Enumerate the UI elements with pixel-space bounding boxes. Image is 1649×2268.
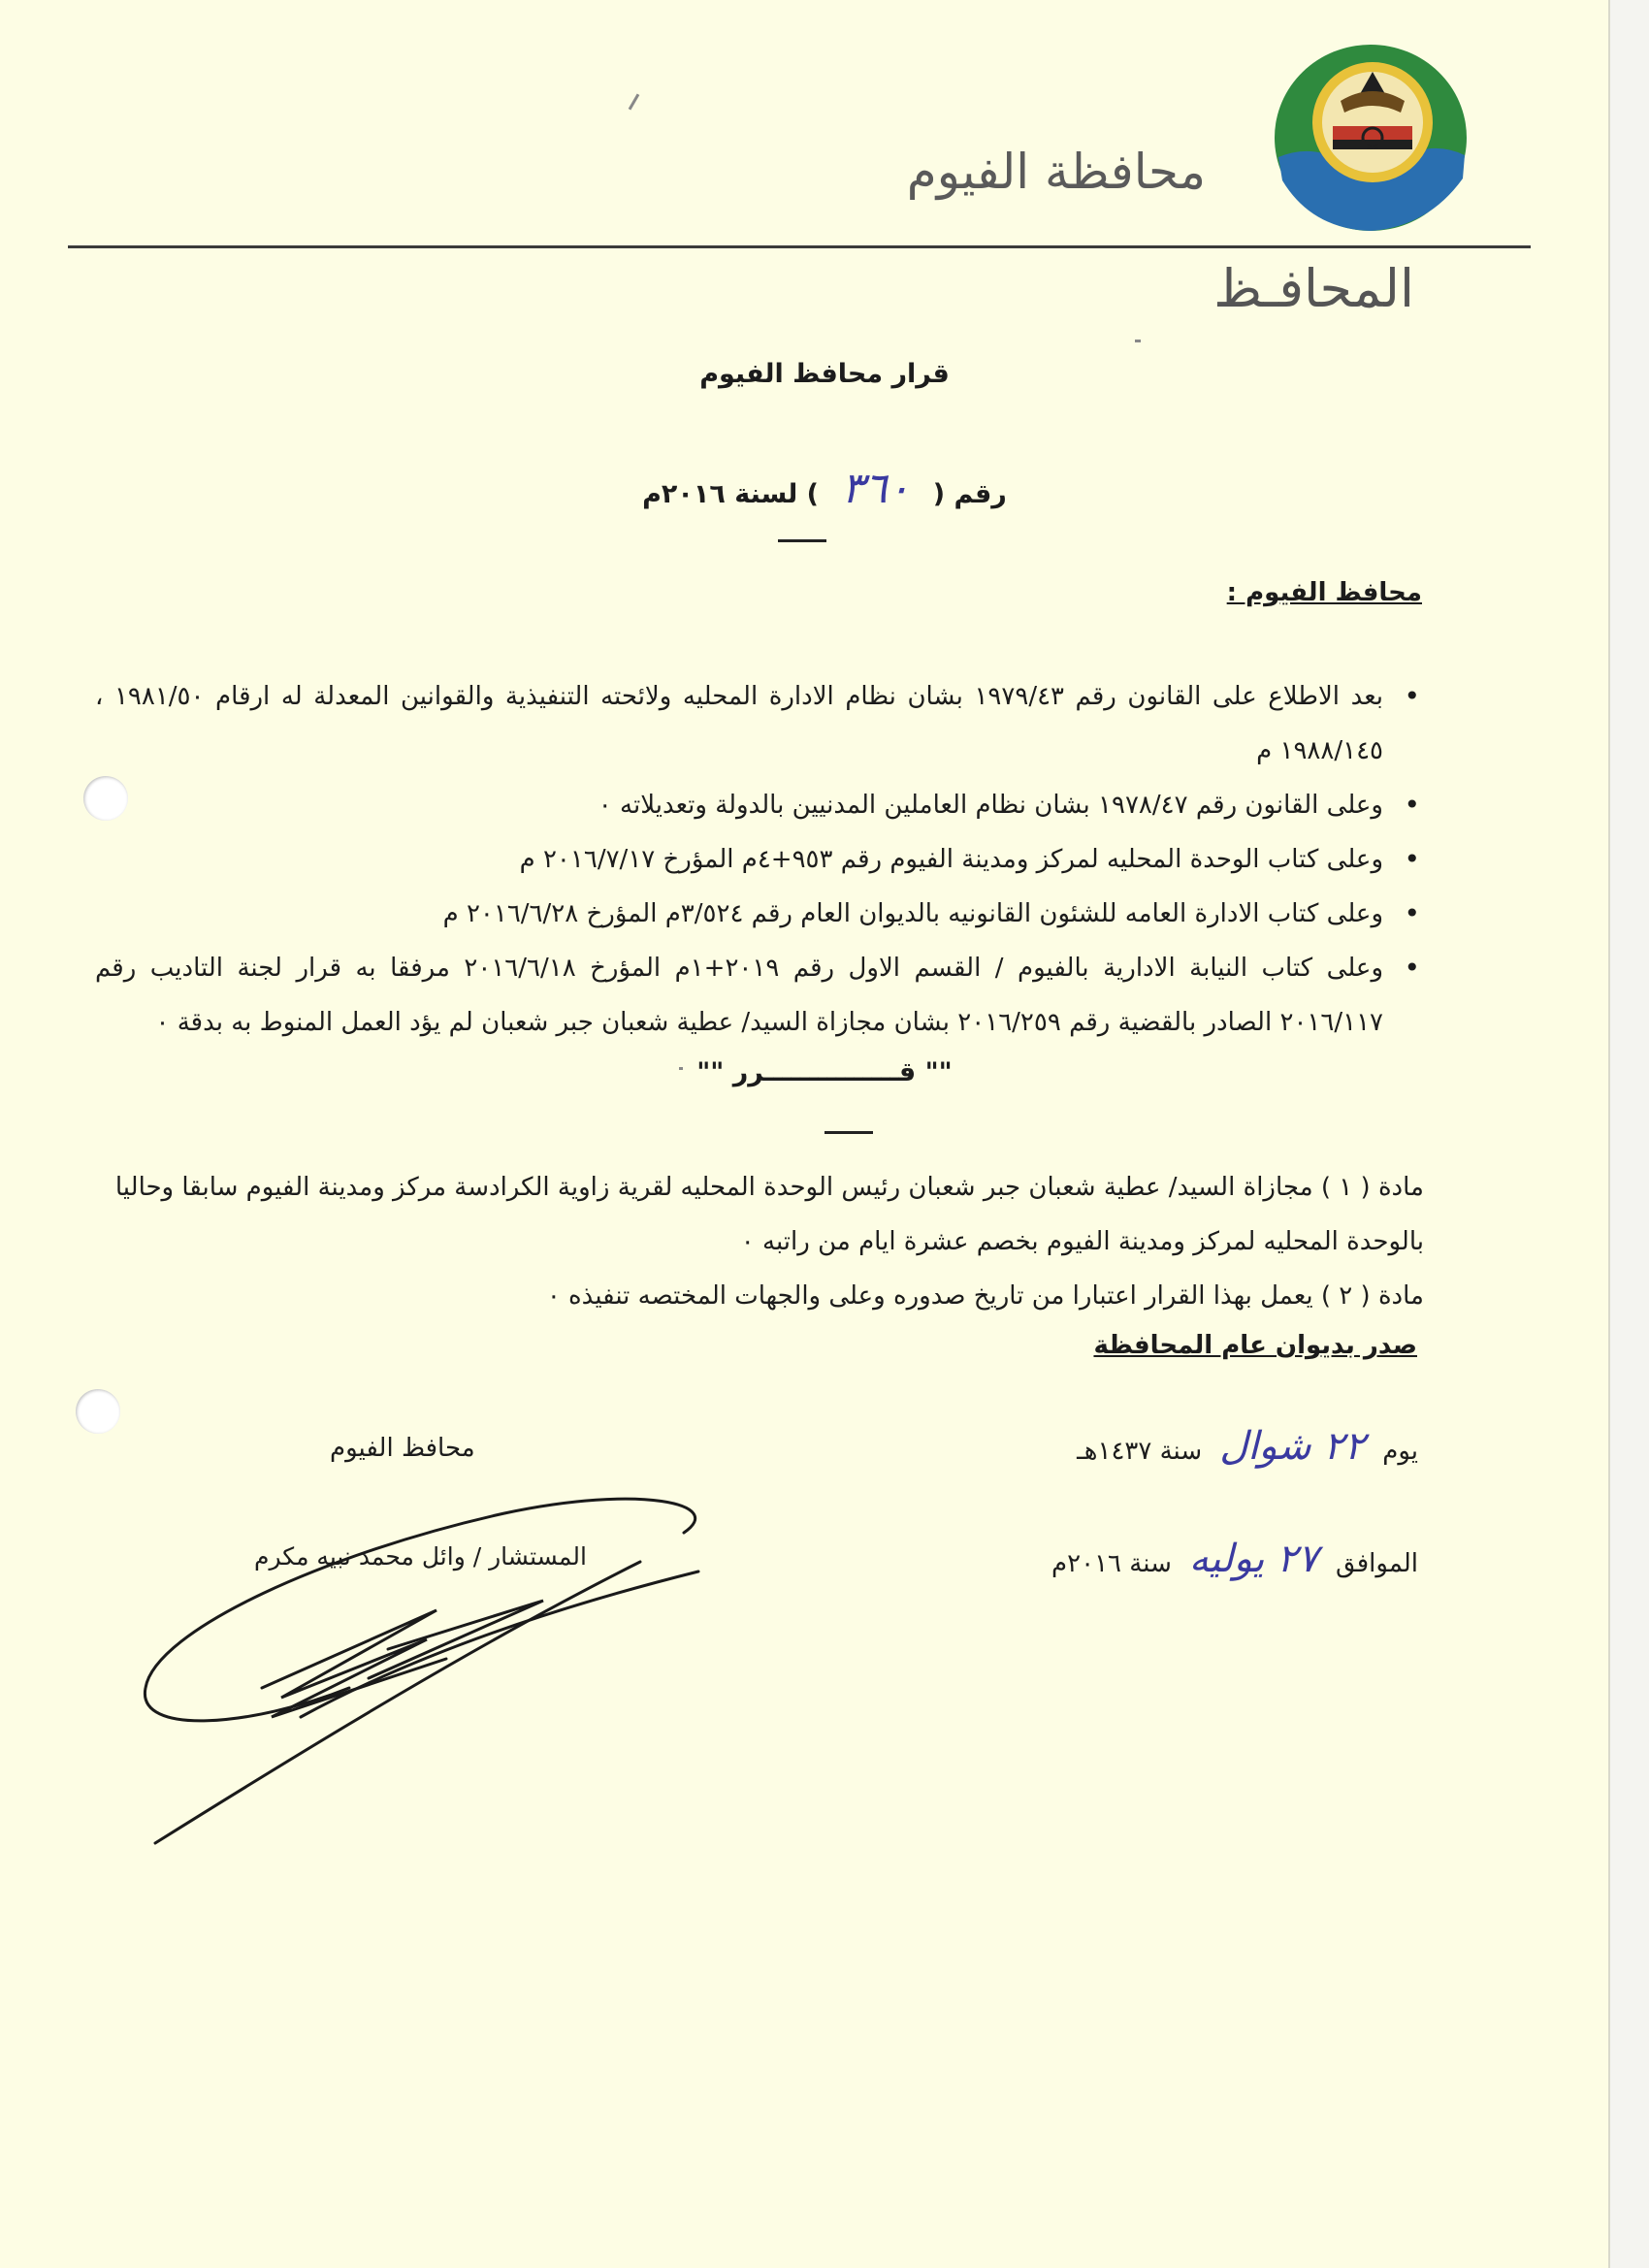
punch-hole <box>76 1389 120 1434</box>
handwritten-gregorian-date: ٢٧ يوليه <box>1188 1537 1319 1581</box>
paper-speck <box>629 93 640 110</box>
article-2: مادة ( ٢ ) يعمل بهذا القرار اعتبارا من تاريخ صدوره وعلى والجهات المختصه تنفيذه ٠ <box>546 1281 1424 1311</box>
addressee-heading: محافظ الفيوم : <box>1226 578 1422 607</box>
separator-dash <box>778 539 826 542</box>
recital-item: • وعلى كتاب النيابة الادارية بالفيوم / القسم الاول رقم ٢٠١٩+١م المؤرخ ٢٠١٦/٦/١٨ مرفقا به قرار لجنة التاديب رقم ٢٠١٦/١١٧ الصادر بالقضية رقم ٢٠١٦/٢٥٩ بشان مجازاة السيد/ عطية شعبان جبر شعبان لم يؤد العمل المنوط به بدقة ٠ <box>95 941 1424 1050</box>
gregorian-date-row <box>1051 1537 1418 1581</box>
scan-edge <box>1608 0 1649 2268</box>
decree-number-line <box>0 464 1649 513</box>
number-suffix: ) لسنة ٢٠١٦م <box>642 479 819 509</box>
recital-item: • بعد الاطلاع على القانون رقم ١٩٧٩/٤٣ بشان نظام الادارة المحليه ولائحته التنفيذية والقوانين المعدلة له ارقام ١٩٨١/٥٠ ، ١٩٨٨/١٤٥ م <box>95 669 1424 778</box>
article-1: مادة ( ١ ) مجازاة السيد/ عطية شعبان جبر شعبان رئيس الوحدة المحليه لقرية زاوية الكرادسة مركز ومدينة الفيوم سابقا وحاليا بالوحدة المحليه لمركز ومدينة الفيوم بخصم عشرة ايام من راتبه ٠ <box>114 1173 1424 1256</box>
corresponding-label: الموافق <box>1336 1549 1418 1578</box>
punch-hole <box>83 776 128 821</box>
handwritten-hijri-date: ٢٢ شوال <box>1219 1424 1366 1469</box>
articles-block <box>47 1160 1424 1323</box>
hijri-year: سنة ١٤٣٧هـ <box>1077 1437 1203 1466</box>
separator-dash <box>824 1131 873 1134</box>
day-label: يوم <box>1382 1437 1418 1466</box>
signatory-name: المستشار / وائل محمد نبيه مكرم <box>254 1542 587 1571</box>
number-prefix: رقم ( <box>932 479 1007 509</box>
paper-speck <box>1135 340 1141 342</box>
recital-item: • وعلى القانون رقم ١٩٧٨/٤٧ بشان نظام العاملين المدنيين بالدولة وتعديلاته ٠ <box>95 778 1424 832</box>
recital-item: • وعلى كتاب الادارة العامه للشئون القانونيه بالديوان العام رقم ٣/٥٢٤م المؤرخ ٢٠١٦/٦/٢٨ م <box>95 887 1424 941</box>
decree-heading: "" قـــــــــــــــرر "" <box>696 1057 953 1087</box>
recitals-list <box>95 669 1424 1050</box>
header-rule <box>68 245 1531 248</box>
fayoum-emblem-logo <box>1273 43 1469 233</box>
paper-speck <box>679 1067 683 1070</box>
signatory-title: محافظ الفيوم <box>330 1434 475 1463</box>
decree-title: قرار محافظ الفيوم <box>699 359 950 389</box>
gregorian-year: سنة ٢٠١٦م <box>1051 1549 1172 1578</box>
handwritten-signature <box>136 1494 718 1853</box>
issued-at-line: صدر بديوان عام المحافظة <box>1093 1331 1417 1360</box>
recital-item: • وعلى كتاب الوحدة المحليه لمركز ومدينة الفيوم رقم ٩٥٣+٤م المؤرخ ٢٠١٦/٧/١٧ م <box>95 832 1424 887</box>
hijri-date-row <box>1077 1424 1418 1469</box>
handwritten-decree-number: ٣٦٠ <box>841 464 911 513</box>
office-title: المحافـظ <box>1213 258 1414 319</box>
governorate-name: محافظة الفيوم <box>906 144 1206 200</box>
